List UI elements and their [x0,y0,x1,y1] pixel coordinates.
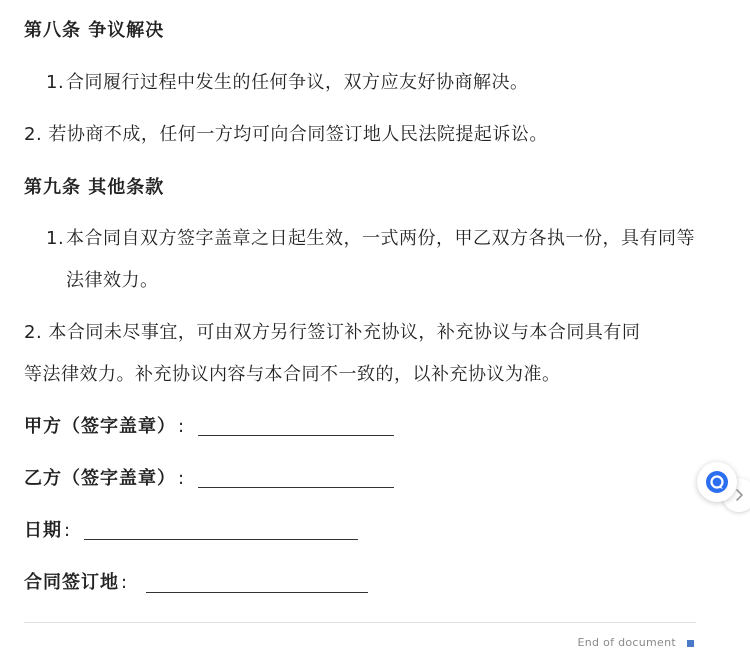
item-text: 若协商不成，任何一方均可向合同签订地人民法院提起诉讼。 [48,124,548,145]
party-b-label: 乙方（签字盖章） [24,468,176,489]
article-9-item-1 [46,218,696,302]
end-divider [24,622,696,623]
party-b-signature-line[interactable] [198,487,394,488]
item-number: 2. [24,124,43,145]
party-a-signature-line[interactable] [198,435,394,436]
colon: : [121,572,128,593]
item-number: 1. [46,228,65,249]
article-8-item-2 [24,114,548,156]
item-text: 合同履行过程中发生的任何争议，双方应友好协商解决。 [66,72,529,93]
article-9-item-2 [24,312,640,354]
contract-place-label: 合同签订地 [24,572,119,593]
item-text: 本合同自双方签字盖章之日起生效，一式两份，甲乙双方各执一份，具有同等法律效力。 [66,228,695,291]
article-8-heading: 第八条 争议解决 [24,20,165,41]
colon: : [64,520,71,541]
item-number: 2. [24,322,43,343]
end-marker-square [687,640,694,647]
end-of-document-label: End of document [577,636,676,649]
item-number: 1. [46,72,65,93]
party-a-label: 甲方（签字盖章） [24,416,176,437]
assistant-float-button[interactable] [697,462,737,502]
colon: : [178,468,185,489]
party-a-signature-row [24,415,184,439]
party-b-signature-row [24,467,184,491]
article-9-heading: 第九条 其他条款 [24,177,165,198]
chat-bubble-icon [697,462,737,502]
contract-place-line[interactable] [146,592,368,593]
item-text-line-2: 等法律效力。补充协议内容与本合同不一致的，以补充协议为准。 [24,364,561,385]
item-text-line-1: 本合同未尽事宜，可由双方另行签订补充协议，补充协议与本合同具有同 [48,322,641,343]
date-line[interactable] [84,539,358,540]
article-9-item-2-continued [24,354,561,396]
colon: : [178,416,185,437]
date-row [24,519,70,543]
contract-place-row [24,571,127,595]
date-label: 日期 [24,520,62,541]
article-8-item-1 [46,62,706,104]
